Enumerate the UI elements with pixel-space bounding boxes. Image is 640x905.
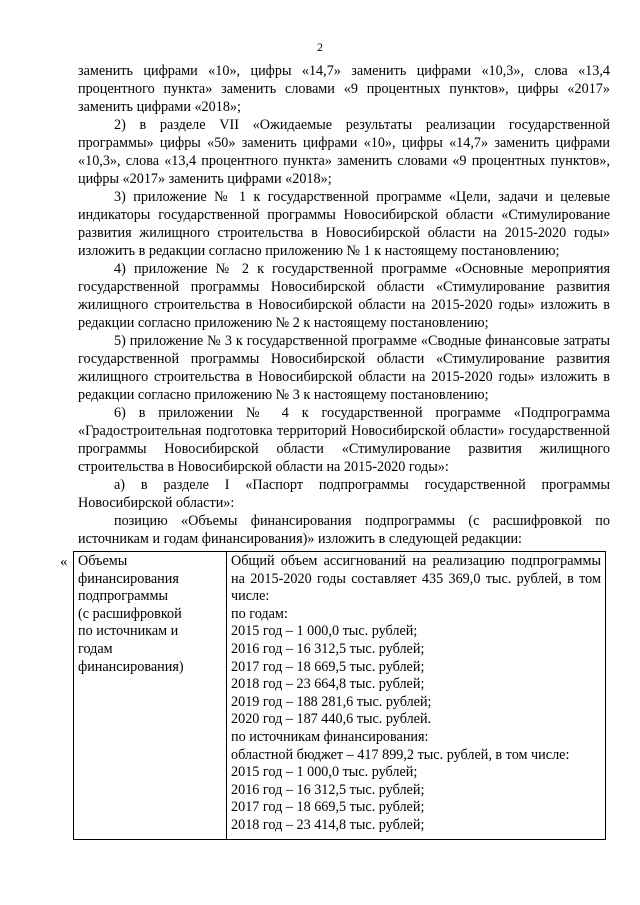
label-line: (с расшифровкой <box>78 605 182 622</box>
value-line: по годам: <box>231 605 288 622</box>
paragraph-subitem-a: а) в разделе I «Паспорт подпрограммы государственной программы Новосибирской области»: <box>78 477 610 511</box>
table-row <box>74 552 606 840</box>
page-number: 2 <box>317 40 323 54</box>
value-line: 2015 год – 1 000,0 тыс. рублей; <box>231 623 418 640</box>
paragraph-item-6: 6) в приложении № 4 к государственной программе «Подпрограмма «Градостроительная подготовка территорий Новосибирской области» государственной программы Новосибирской области «Стимулирование развития жилищного строительства в Новосибирской области на 2015-2020 годы»: <box>78 405 610 475</box>
value-line: по источникам финансирования: <box>231 728 429 745</box>
value-line: 2018 год – 23 664,8 тыс. рублей; <box>231 676 425 693</box>
value-line: 2015 год – 1 000,0 тыс. рублей; <box>231 764 418 781</box>
label-line: Объемы <box>78 553 128 569</box>
paragraph-item-5: 5) приложение № 3 к государственной программе «Сводные финансовые затраты государственной программы Новосибирской области «Стимулирование развития жилищного строительства в Новосибирской области на 2015-2020 годы» изложить в редакции согласно приложению № 3 к настоящему постановлению; <box>78 333 610 403</box>
paragraph-item-2: 2) в разделе VII «Ожидаемые результаты реализации государственной программы» цифры «50» заменить цифрами «10», цифры «14,7» заменить цифрами «10,3», слова «13,4 процентного пункта» заменить словами «9 процентных пунктов», цифры «2017» заменить цифрами «2018»; <box>78 117 610 187</box>
document-body <box>78 62 610 548</box>
label-line: годам <box>78 640 113 657</box>
value-line: 2019 год – 188 281,6 тыс. рублей; <box>231 693 432 710</box>
table-cell-label <box>74 552 227 840</box>
label-line: по источникам и <box>78 623 179 640</box>
value-line: 2017 год – 18 669,5 тыс. рублей; <box>231 799 425 816</box>
value-line: 2018 год – 23 414,8 тыс. рублей; <box>231 816 425 833</box>
value-line: 2016 год – 16 312,5 тыс. рублей; <box>231 640 425 657</box>
table-cell-value <box>227 552 606 840</box>
financing-table <box>73 551 606 840</box>
paragraph-item-4: 4) приложение № 2 к государственной программе «Основные мероприятия государственной программы Новосибирской области «Стимулирование развития жилищного строительства в Новосибирской области на 2015-2020 годы» изложить в редакции согласно приложению № 2 к настоящему постановлению; <box>78 261 610 331</box>
value-line: областной бюджет – 417 899,2 тыс. рублей, в том числе: <box>231 746 570 763</box>
paragraph-item-3: 3) приложение № 1 к государственной программе «Цели, задачи и целевые индикаторы государственной программы Новосибирской области «Стимулирование развития жилищного строительства в Новосибирской области на 2015-2020 годы» изложить в редакции согласно приложению № 1 к настоящему постановлению; <box>78 189 610 259</box>
label-line: финансирования) <box>78 658 184 675</box>
value-line: 2017 год – 18 669,5 тыс. рублей; <box>231 658 425 675</box>
value-line: 2016 год – 16 312,5 тыс. рублей; <box>231 781 425 798</box>
value-intro: Общий объем ассигнований на реализацию подпрограммы на 2015-2020 годы составляет 435 369,0 тыс. рублей, в том числе: <box>231 553 601 605</box>
paragraph-position: позицию «Объемы финансирования подпрограммы (с расшифровкой по источникам и годам финансирования)» изложить в следующей редакции: <box>78 513 610 547</box>
paragraph-continuation: заменить цифрами «10», цифры «14,7» заменить цифрами «10,3», слова «13,4 процентного пункта» заменить словами «9 процентных пунктов», цифры «2017» заменить цифрами «2018»; <box>78 63 610 115</box>
label-line: финансирования <box>78 570 179 587</box>
opening-quote-mark: « <box>60 554 68 570</box>
label-line: подпрограммы <box>78 588 168 605</box>
value-line: 2020 год – 187 440,6 тыс. рублей. <box>231 711 432 728</box>
